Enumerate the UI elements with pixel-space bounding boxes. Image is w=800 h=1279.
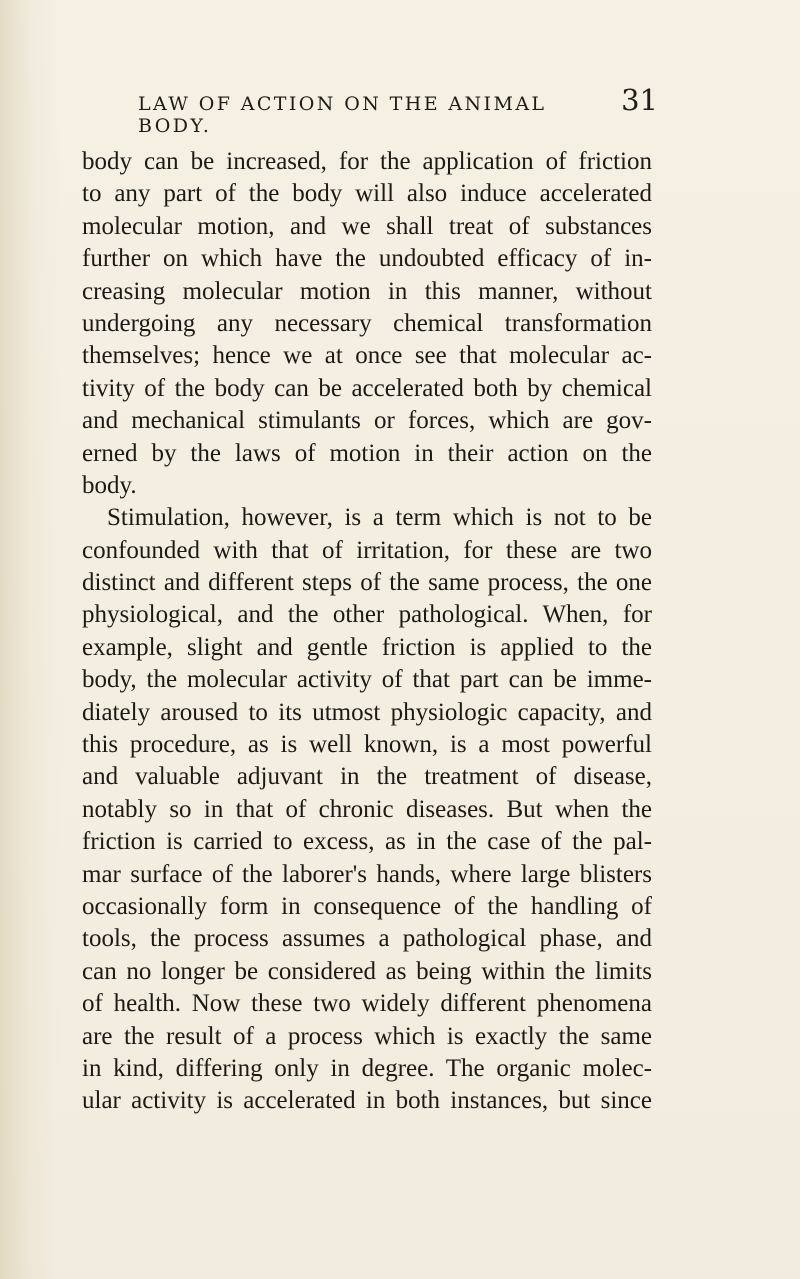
text-line: notably so in that of chronic diseases. But when the bbox=[82, 795, 652, 823]
text-line: themselves; hence we at once see that molecular ac- bbox=[82, 342, 652, 370]
text-line: creasing molecular motion in this manner, without bbox=[82, 277, 652, 305]
text-line: ular activity is accelerated in both instances, but since bbox=[82, 1087, 652, 1115]
text-line: diately aroused to its utmost physiologic capacity, and bbox=[82, 698, 652, 726]
running-title: LAW OF ACTION ON THE ANIMAL BODY. bbox=[138, 93, 547, 137]
text-line: body, the molecular activity of that part can be imme- bbox=[82, 666, 652, 694]
text-line: molecular motion, and we shall treat of substances bbox=[82, 212, 652, 240]
text-line: this procedure, as is well known, is a most powerful bbox=[82, 731, 652, 759]
text-line: erned by the laws of motion in their action on the bbox=[82, 439, 652, 467]
text-line: in kind, differing only in degree. The organic molec- bbox=[82, 1054, 652, 1082]
text-line: tools, the process assumes a pathological phase, and bbox=[82, 925, 652, 953]
text-line: body. bbox=[82, 471, 137, 499]
text-line: physiological, and the other pathological. When, for bbox=[82, 601, 652, 629]
text-line: Stimulation, however, is a term which is not to be bbox=[107, 504, 652, 532]
text-line: confounded with that of irritation, for these are two bbox=[82, 536, 652, 564]
page-number: 31 bbox=[621, 83, 658, 117]
text-line: tivity of the body can be accelerated both by chemical bbox=[82, 374, 652, 402]
page-header bbox=[138, 83, 658, 137]
text-line: distinct and different steps of the same process, the one bbox=[82, 569, 652, 597]
text-line: mar surface of the laborer's hands, where large blisters bbox=[82, 860, 652, 888]
text-line: occasionally form in consequence of the handling of bbox=[82, 892, 652, 920]
text-line: can no longer be considered as being within the limits bbox=[82, 957, 652, 985]
body-text bbox=[82, 146, 652, 1118]
text-line: body can be increased, for the application of friction bbox=[82, 148, 652, 175]
text-line: of health. Now these two widely different phenomena bbox=[82, 990, 652, 1018]
text-line: and valuable adjuvant in the treatment of disease, bbox=[82, 763, 652, 791]
text-line: and mechanical stimulants or forces, which are gov- bbox=[82, 407, 652, 435]
text-line: further on which have the undoubted efficacy of in- bbox=[82, 245, 652, 273]
text-line: example, slight and gentle friction is applied to the bbox=[82, 633, 652, 661]
text-line: to any part of the body will also induce accelerated bbox=[82, 180, 652, 208]
text-line: friction is carried to excess, as in the case of the pal- bbox=[82, 828, 652, 856]
text-line: are the result of a process which is exactly the same bbox=[82, 1022, 652, 1050]
text-line: undergoing any necessary chemical transformation bbox=[82, 309, 652, 337]
